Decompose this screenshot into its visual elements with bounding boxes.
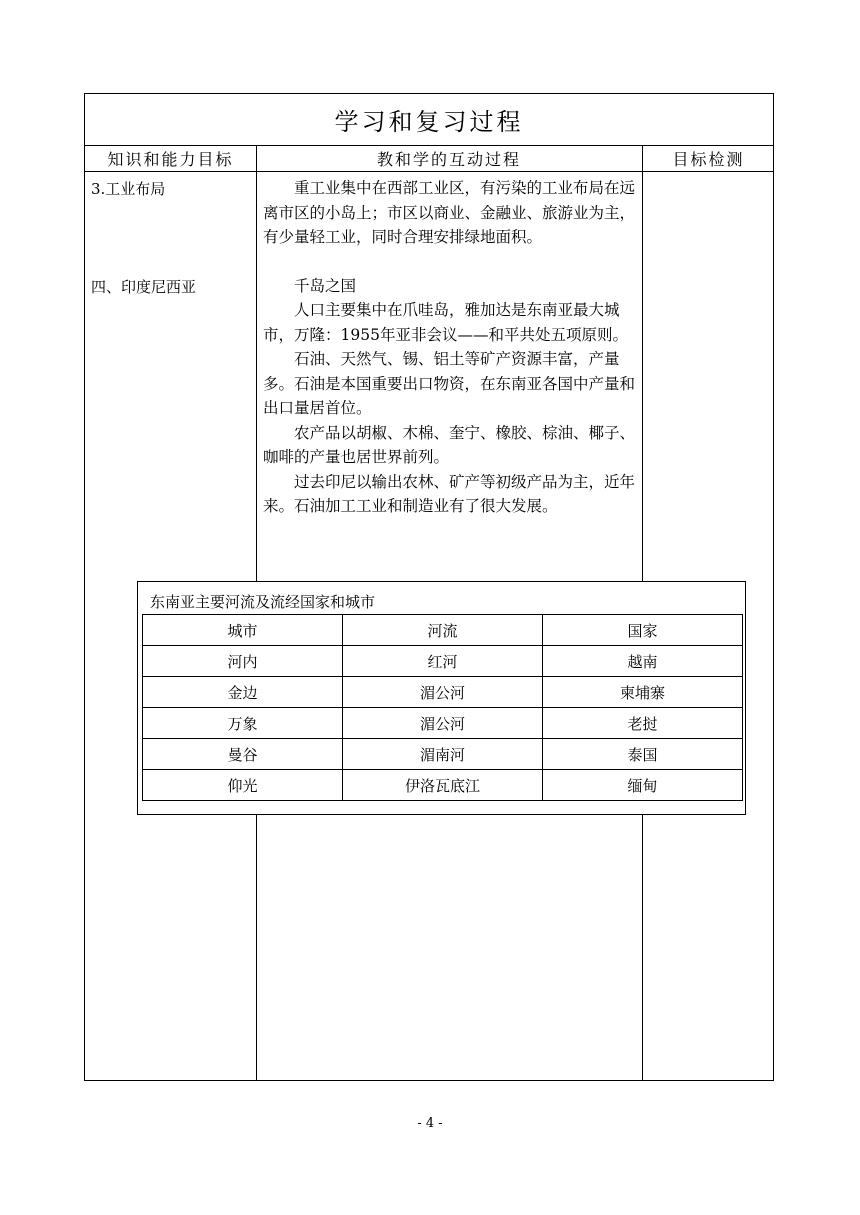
table-row xyxy=(143,739,743,770)
table-cell: 金边 xyxy=(143,677,343,708)
goal-item-industrial-layout: 3.工业布局 xyxy=(91,180,166,198)
paragraph-agriculture: 农产品以胡椒、木棉、奎宁、橡胶、棕油、椰子、咖啡的产量也居世界前列。 xyxy=(263,423,636,466)
river-table xyxy=(142,614,743,801)
paragraph-development: 过去印尼以输出农林、矿产等初级产品为主，近年来。石油加工工业和制造业有了很大发展。 xyxy=(263,472,636,515)
table-cell: 仰光 xyxy=(143,770,343,801)
header-goal-check: 目标检测 xyxy=(672,150,745,169)
paragraph-resources: 石油、天然气、锡、铝土等矿产资源丰富，产量多。石油是本国重要出口物资，在东南亚各国中产量和出口量居首位。 xyxy=(263,350,636,417)
paragraph-industry: 重工业集中在西部工业区，有污染的工业布局在远离市区的小岛上；市区以商业、金融业、旅游业为主，有少量轻工业，同时合理安排绿地面积。 xyxy=(263,179,636,246)
table-cell: 红河 xyxy=(343,646,543,677)
header-interaction-process: 教和学的互动过程 xyxy=(376,150,521,169)
table-row xyxy=(143,770,743,801)
header-knowledge-goals: 知识和能力目标 xyxy=(107,150,234,169)
table-row xyxy=(143,708,743,739)
table-cell: 伊洛瓦底江 xyxy=(343,770,543,801)
river-table-caption: 东南亚主要河流及流经国家和城市 xyxy=(150,593,376,611)
page-number: - 4 - xyxy=(417,1116,443,1131)
table-header-cell: 城市 xyxy=(143,615,343,646)
table-cell: 柬埔寨 xyxy=(543,677,743,708)
paragraph-population: 人口主要集中在爪哇岛，雅加达是东南亚最大城市，万隆：1955年亚非会议——和平共处五项原则。 xyxy=(263,301,628,344)
table-cell: 河内 xyxy=(143,646,343,677)
table-cell: 越南 xyxy=(543,646,743,677)
table-cell: 缅甸 xyxy=(543,770,743,801)
table-cell: 湄公河 xyxy=(343,677,543,708)
table-cell: 湄公河 xyxy=(343,708,543,739)
table-row xyxy=(143,646,743,677)
goal-item-indonesia: 四、印度尼西亚 xyxy=(91,278,197,296)
column-header-row xyxy=(85,146,773,172)
table-cell: 泰国 xyxy=(543,739,743,770)
table-cell: 湄南河 xyxy=(343,739,543,770)
table-cell: 老挝 xyxy=(543,708,743,739)
table-header-row xyxy=(143,615,743,646)
interaction-body-text xyxy=(263,176,639,519)
river-table-box xyxy=(137,581,746,815)
table-header-cell: 河流 xyxy=(343,615,543,646)
paragraph-thousand-islands: 千岛之国 xyxy=(294,276,357,295)
table-header-cell: 国家 xyxy=(543,615,743,646)
table-cell: 曼谷 xyxy=(143,739,343,770)
table-cell: 万象 xyxy=(143,708,343,739)
page-title: 学习和复习过程 xyxy=(85,94,773,146)
table-row xyxy=(143,677,743,708)
